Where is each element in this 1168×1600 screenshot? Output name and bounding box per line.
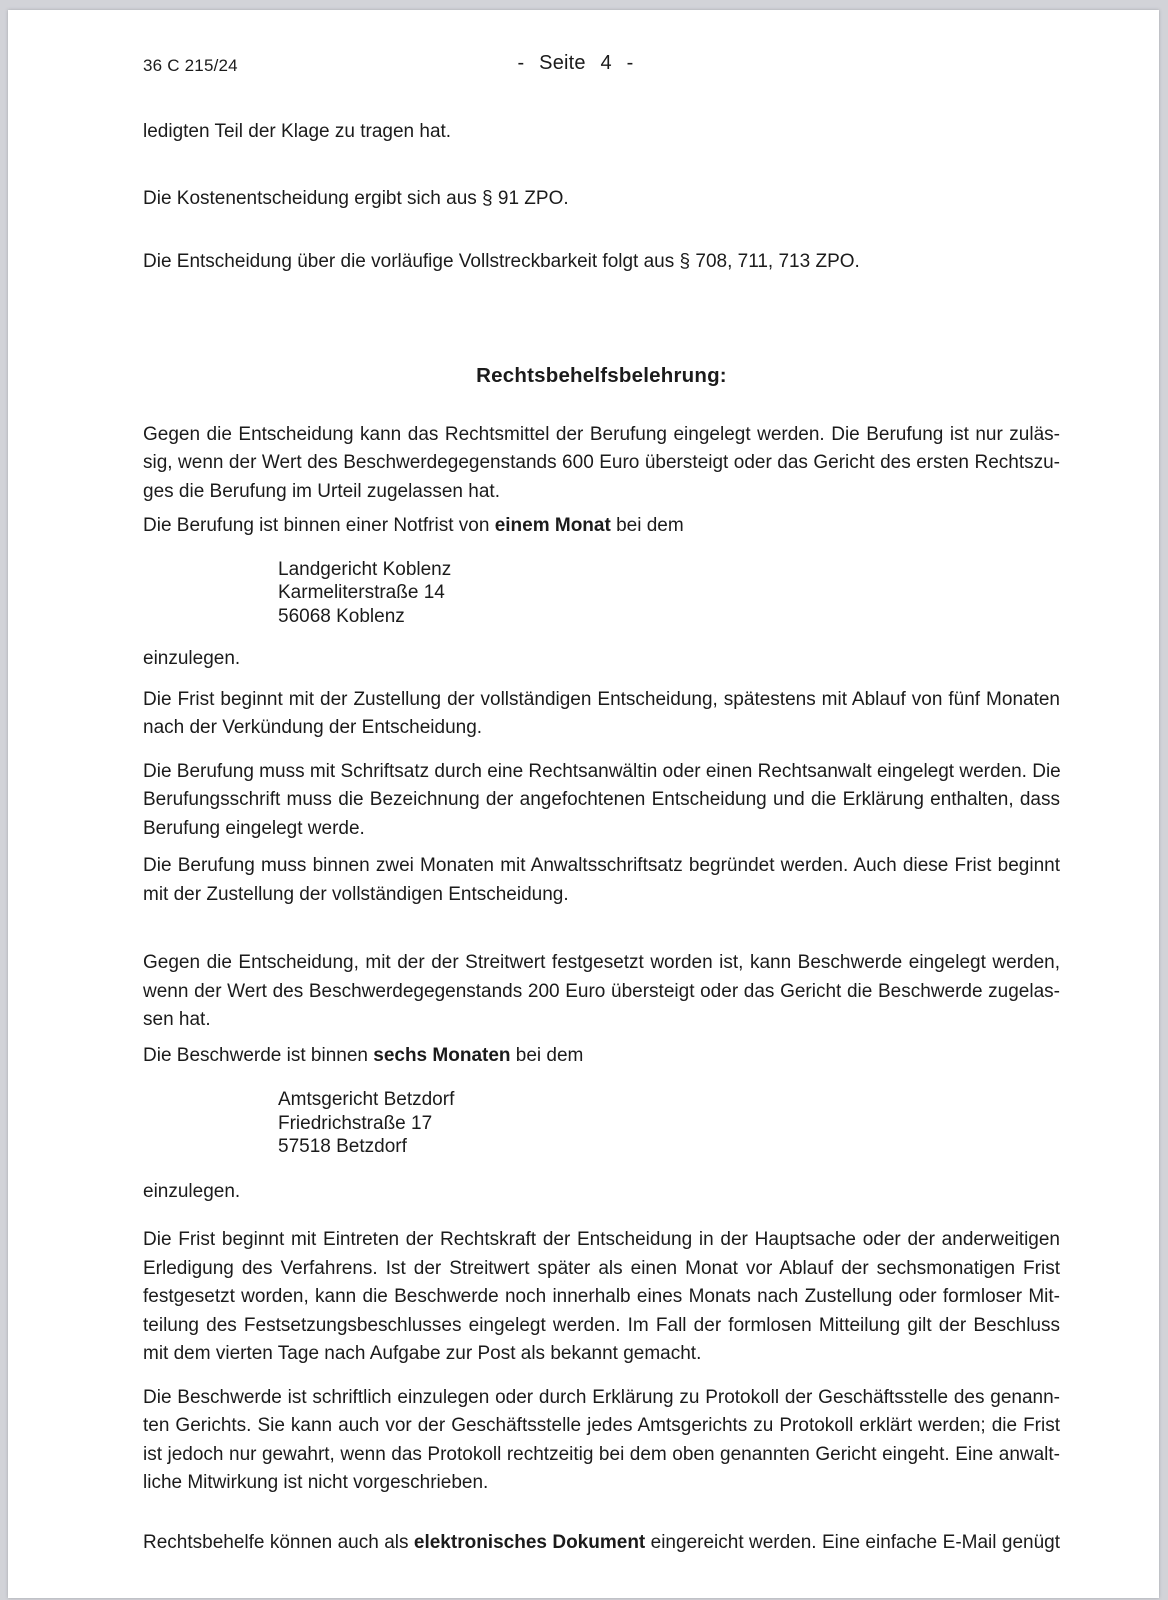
text-run: eingereicht werden. Eine einfache E-Mail genügt <box>645 1531 1060 1553</box>
text-run: Die Beschwerde ist binnen <box>143 1044 374 1066</box>
text-line: teilung des Festsetzungsbeschlusses eingelegt werden. Im Fall der formlosen Mitteilung gilt der Beschluss <box>143 1314 1060 1336</box>
page-number-label: - Seite 4 - <box>517 52 634 74</box>
text-line: liche Mitwirkung ist nicht vorgeschrieben. <box>143 1472 489 1493</box>
paragraph-vollstreckbarkeit: Die Entscheidung über die vorläufige Vollstreckbarkeit folgt aus § 708, 711, 713 ZPO. <box>143 251 860 272</box>
text-run: Die Berufung ist binnen einer Notfrist von <box>143 515 495 536</box>
text-line: Die Berufung muss mit Schriftsatz durch eine Rechtsanwältin oder einen Rechtsanwalt eingelegt werden. Die <box>143 760 1061 782</box>
address-line: Friedrichstraße 17 <box>278 1112 433 1134</box>
text-line: ten Gerichts. Sie kann auch vor der Geschäftsstelle jedes Amtsgerichts zu Protokoll erklärt werden; die Frist <box>143 1415 1060 1436</box>
address-line: 56068 Koblenz <box>278 605 405 627</box>
paragraph-berufung-zulaessigkeit <box>143 421 1060 507</box>
text-line: nach der Verkündung der Entscheidung. <box>143 717 483 738</box>
address-line: Landgericht Koblenz <box>278 558 452 580</box>
bold-text: elektronisches Dokument <box>413 1531 646 1553</box>
text-line: mit dem vierten Tage nach Aufgabe zur Post als bekannt gemacht. <box>143 1343 702 1364</box>
document-page <box>8 10 1159 1598</box>
heading-rechtsbehelfsbelehrung: Rechtsbehelfsbelehrung: <box>476 363 727 387</box>
text-line: festgesetzt worden, kann die Beschwerde noch innerhalb eines Monats nach Zustellung oder formloser Mit- <box>143 1286 1060 1307</box>
paragraph-einzulegen-2: einzulegen. <box>143 1180 241 1202</box>
text-line: Gegen die Entscheidung, mit der der Streitwert festgesetzt worden ist, kann Beschwerde eingelegt werden, <box>143 952 1060 973</box>
text-line: Die Beschwerde ist schriftlich einzulegen oder durch Erklärung zu Protokoll der Geschäftsstelle des genann- <box>143 1386 1060 1408</box>
bold-text: einem Monat <box>494 515 611 536</box>
paragraph-einzulegen-1: einzulegen. <box>143 648 241 669</box>
paragraph-beschwerde-frist <box>143 1042 1060 1071</box>
text-line: Die Frist beginnt mit der Zustellung der vollständigen Entscheidung, spätestens mit Ablauf von fünf Monaten <box>143 688 1060 710</box>
paragraph-fristbeginn-berufung <box>143 686 1060 743</box>
paragraph-berufung-begruendung <box>143 852 1060 909</box>
address-line: Karmeliterstraße 14 <box>278 582 445 603</box>
text-line: ist jedoch nur gewahrt, wenn das Protokoll rechtzeitig bei dem oben genannten Gericht eingeht. Eine anwalt- <box>143 1443 1060 1465</box>
page-header <box>143 52 1060 76</box>
text-line: Die Frist beginnt mit Eintreten der Rechtskraft der Entscheidung in der Hauptsache oder der anderweitigen <box>143 1229 1060 1250</box>
paragraph-elektronisches-dokument <box>143 1529 1060 1558</box>
text-line: sig, wenn der Wert des Beschwerdegegenstands 600 Euro übersteigt oder das Gericht des ersten Rechtszu- <box>143 452 1060 473</box>
paragraph-berufung-schriftsatz <box>143 758 1060 844</box>
text-line: ges die Berufung im Urteil zugelassen hat. <box>143 480 500 502</box>
paragraph-berufung-notfrist <box>143 512 1060 541</box>
paragraph-beschwerde-streitwert <box>143 949 1060 1035</box>
text-line: Berufungsschrift muss die Bezeichnung der angefochtenen Entscheidung und die Erklärung enthalten, dass <box>143 789 1060 810</box>
paragraph-beschwerde-protokoll <box>143 1384 1060 1498</box>
paragraph-remainder-klage: ledigten Teil der Klage zu tragen hat. <box>143 121 452 142</box>
text-line: sen hat. <box>143 1009 211 1030</box>
bold-text: sechs Monaten <box>373 1044 511 1066</box>
document-body <box>143 118 1060 1557</box>
address-landgericht-koblenz <box>278 558 1060 629</box>
text-run: bei dem <box>510 1044 584 1066</box>
address-amtsgericht-betzdorf <box>278 1088 1060 1159</box>
paragraph-kostenentscheidung: Die Kostenentscheidung ergibt sich aus § 91 ZPO. <box>143 187 569 209</box>
text-line: Berufung eingelegt werde. <box>143 817 365 839</box>
address-line: 57518 Betzdorf <box>278 1136 407 1157</box>
text-run: Rechtsbehelfe können auch als <box>143 1531 414 1553</box>
text-line: Die Berufung muss binnen zwei Monaten mit Anwaltsschriftsatz begründet werden. Auch diese Frist beginnt <box>143 855 1060 876</box>
paragraph-fristbeginn-beschwerde <box>143 1226 1060 1369</box>
text-line: wenn der Wert des Beschwerdegegenstands 200 Euro übersteigt oder das Gericht die Beschwerde zugelas- <box>143 980 1060 1002</box>
address-line: Amtsgericht Betzdorf <box>278 1089 455 1110</box>
text-line: mit der Zustellung der vollständigen Entscheidung. <box>143 883 569 905</box>
text-line: Erledigung des Verfahrens. Ist der Streitwert später als einen Monat vor Ablauf der sechsmonatigen Frist <box>143 1257 1060 1279</box>
text-run: bei dem <box>610 515 684 536</box>
case-number: 36 C 215/24 <box>143 56 238 75</box>
text-line: Gegen die Entscheidung kann das Rechtsmittel der Berufung eingelegt werden. Die Berufung ist nur zuläs- <box>143 423 1060 445</box>
